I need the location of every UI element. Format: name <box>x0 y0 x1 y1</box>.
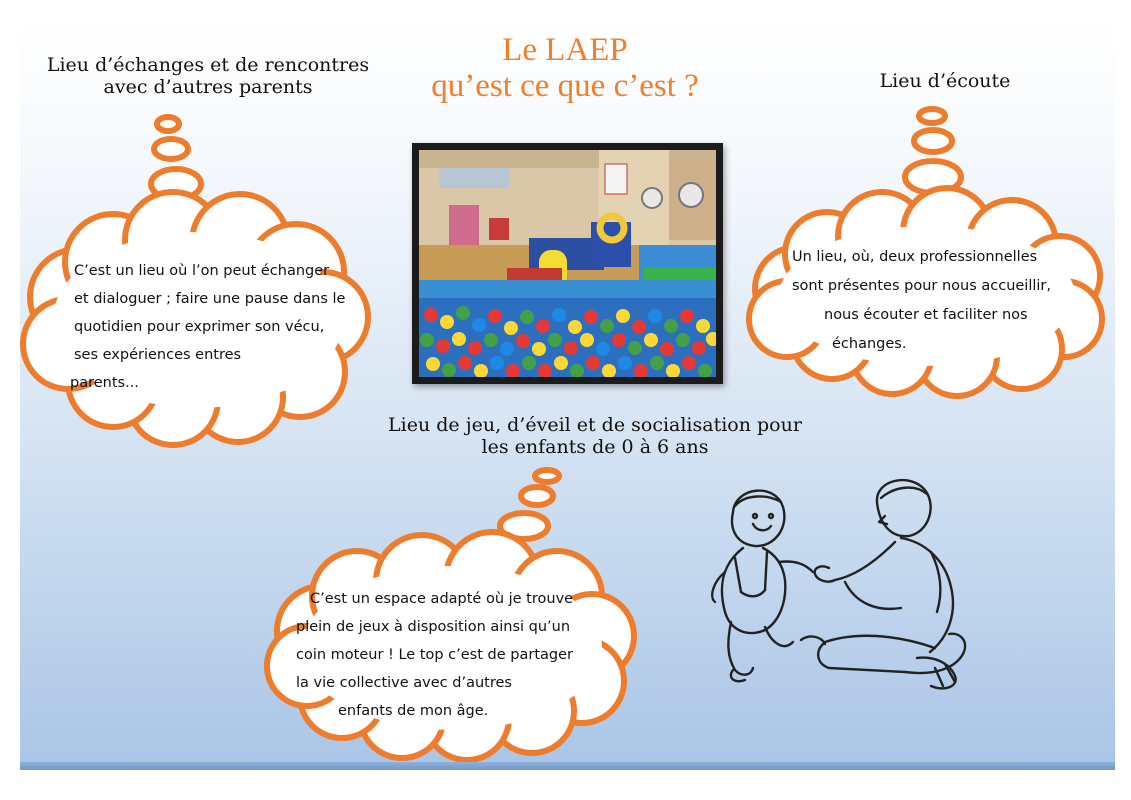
bubble-exchange-line3: quotidien pour exprimer son vécu, <box>74 319 325 335</box>
bottom-strip <box>20 762 1115 770</box>
playroom-photo-image <box>419 150 716 377</box>
heading-exchange <box>28 54 388 98</box>
bubble-exchange-line2: et dialoguer ; faire une pause dans le <box>74 291 346 307</box>
heading-exchange-line1: Lieu d’échanges et de rencontres <box>46 54 370 76</box>
heading-listening <box>845 70 1045 92</box>
page-title-line2: qu’est ce que c’est ? <box>431 68 699 104</box>
bubble-exchange-line5: parents... <box>70 375 139 391</box>
bubble-exchange-text <box>70 257 346 397</box>
bubble-play-line3: coin moteur ! Le top c’est de partager <box>296 647 573 663</box>
bubble-exchange-line4: ses expériences entres <box>74 347 242 363</box>
heading-play-line2: les enfants de 0 à 6 ans <box>481 436 709 458</box>
bubble-listening-line2: sont présentes pour nous accueillir, <box>792 278 1051 294</box>
bubble-play-line2: plein de jeux à disposition ainsi qu’un <box>296 619 571 635</box>
heading-exchange-line2: avec d’autres parents <box>103 76 313 98</box>
bubble-play-line5: enfants de mon âge. <box>338 703 489 719</box>
children-drawing <box>705 472 975 702</box>
bubble-play-line1: C’est un espace adapté où je trouve <box>310 591 574 607</box>
page-title <box>410 32 720 104</box>
bubble-play-line4: la vie collective avec d’autres <box>296 675 512 691</box>
bubble-exchange-line1: C’est un lieu où l’on peut échanger <box>74 263 330 279</box>
heading-play-line1: Lieu de jeu, d’éveil et de socialisation pour <box>388 414 802 436</box>
heading-play <box>340 414 850 458</box>
bubble-listening-text <box>792 243 1051 359</box>
playroom-photo <box>412 143 723 384</box>
bubble-listening-line1: Un lieu, où, deux professionnelles <box>792 249 1038 265</box>
bubble-listening-line3: nous écouter et faciliter nos <box>824 307 1028 323</box>
bubble-listening-line4: échanges. <box>832 336 907 352</box>
heading-listening-text: Lieu d’écoute <box>879 70 1011 92</box>
page-title-line1: Le LAEP <box>502 32 628 68</box>
bubble-play-text <box>296 585 574 725</box>
